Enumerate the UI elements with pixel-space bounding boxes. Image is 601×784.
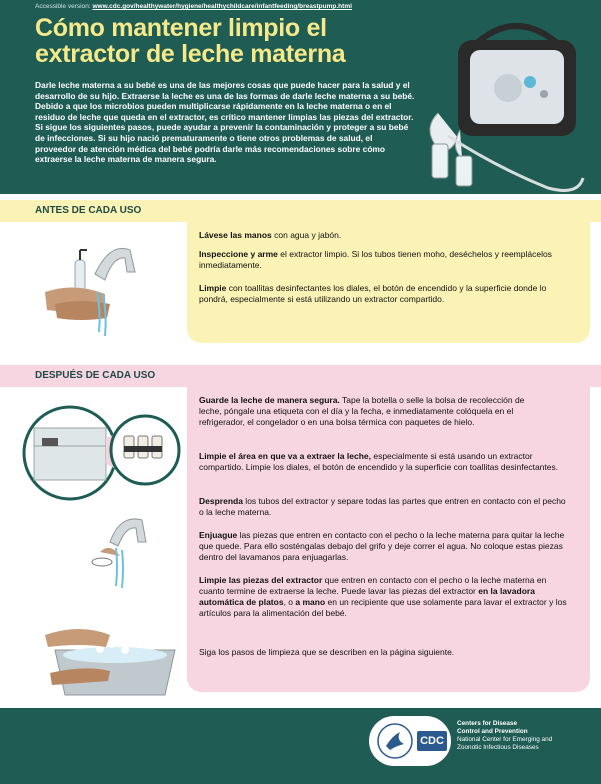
after-item-3-text: los tubos del extractor y separe todas las partes que entren en contacto con el pecho o la leche materna. [199,496,566,517]
after-item-5-text-c: en un recipiente que use solamente para lavar el extractor y los artículos para la alimentación del bebé. [199,596,567,618]
after-item-detach [199,496,569,518]
before-use-heading: ANTES DE CADA USO [35,205,142,216]
after-item-store-milk [199,395,544,428]
accessible-version-line [35,3,352,10]
after-use-heading: DESPUÉS DE CADA USO [35,370,156,381]
after-item-rinse [199,530,574,563]
handwashing-illustration [35,232,150,342]
before-item-wash-hands [199,230,579,241]
after-item-4-text: las piezas que entren en contacto con el pecho o la leche materna para quitar la leche que quede. Para ello sosténgalas debajo del grifo y deje correr el agua. No coloque estas piezas dentro del lavamanos para enjuagarlas. [199,530,565,562]
before-item-3-text: con toallitas desinfectantes los diales, el botón de encendido y la superficie donde lo pondrá, especialmente si está utilizando un extractor compartido. [199,283,547,304]
before-item-1-text: con agua y jabón. [271,230,342,240]
title-line-2: extractor de leche materna [35,40,346,68]
after-item-5-text-b: , o [283,596,296,607]
after-item-3-bold: Desprenda [199,496,243,506]
after-item-1-text: Tape la botella o selle la bolsa de recolección de leche, póngale una etiqueta con el día y la fecha, e inmediatamente colóquela en el refrigerador, el congelador o en una bolsa térmica con paquetes de hielo. [199,395,525,427]
after-item-5-bold-c: a mano [295,596,326,607]
before-item-1-bold: Lávese las manos [199,230,272,240]
footer-org-line-2: Control and Prevention [457,728,528,735]
before-item-clean-dials [199,283,574,305]
after-item-clean-parts [199,575,574,619]
footer-center-line-1: National Center for Emerging and [457,736,553,743]
before-item-inspect [199,249,579,271]
intro-paragraph: Darle leche materna a su bebé es una de las mejores cosas que puede hacer para la salud y el desarrollo de su hijo. Extraerse la leche es una de las formas de darle leche materna a su bebé. Debido a que los microbios pueden multiplicarse rápidamente en la leche materna o en el residuo de leche que queda en el extractor, es crítico mantener limpias las piezas del extractor. Si sigue los siguientes pasos, puede ayudar a prevenir la contaminación y proteger a su bebé de infecciones. Si su hijo nació prematuramente o tiene otros problemas de salud, el proveedor de atención médica del bebé podría darle más recomendaciones sobre cómo extraerse la leche materna de manera segura. [35,80,415,165]
footer-center-line-2: Zoonotic Infectious Diseases [457,744,539,751]
after-item-5-bold: Limpie las piezas del extractor [199,575,323,585]
after-item-2-text: especialmente si está usando un extractor compartido. Limpie los diales, el botón de encendido y la superficie con toallitas desinfectantes. [199,451,559,472]
after-item-1-bold: Guarde la leche de manera segura. [199,395,340,405]
after-item-5-text-a: que entren en contacto con el pecho o la leche materna en cuanto termine de extraerse la leche. Puede lavar las piezas del extractor [199,575,547,596]
faucet-rinse-illustration [70,512,160,590]
after-item-4-bold: Enjuague [199,530,238,540]
after-item-5-bold-b: en la lavadora automática de platos [199,585,535,607]
breast-pump-illustration [418,18,588,193]
after-item-2-bold: Limpie el área en que va a extraer la leche, [199,451,371,461]
refrigerator-illustration [20,398,185,508]
accessible-label: Accessible version: [35,3,91,10]
after-item-clean-area [199,451,574,473]
before-item-3-bold: Limpie [199,283,227,293]
basin-wash-illustration [40,615,185,700]
hhs-eagle-icon [376,722,414,760]
cdc-logo: CDC [417,731,447,751]
after-closing-note: Siga los pasos de limpieza que se describen en la página siguiente. [199,647,455,657]
footer-org-text [457,720,597,752]
title-line-1: Cómo mantener limpio el [35,14,327,42]
page-title [35,15,435,67]
accessible-url-link[interactable]: www.cdc.gov/healthywater/hygiene/healthychildcare/infantfeeding/breastpump.html [92,3,352,10]
footer-org-line-1: Centers for Disease [457,720,518,727]
before-item-2-bold: Inspeccione y arme [199,249,278,259]
before-item-2-text: el extractor limpio. Si los tubos tienen moho, deséchelos y reemplácelos inmediatamente. [199,249,552,270]
